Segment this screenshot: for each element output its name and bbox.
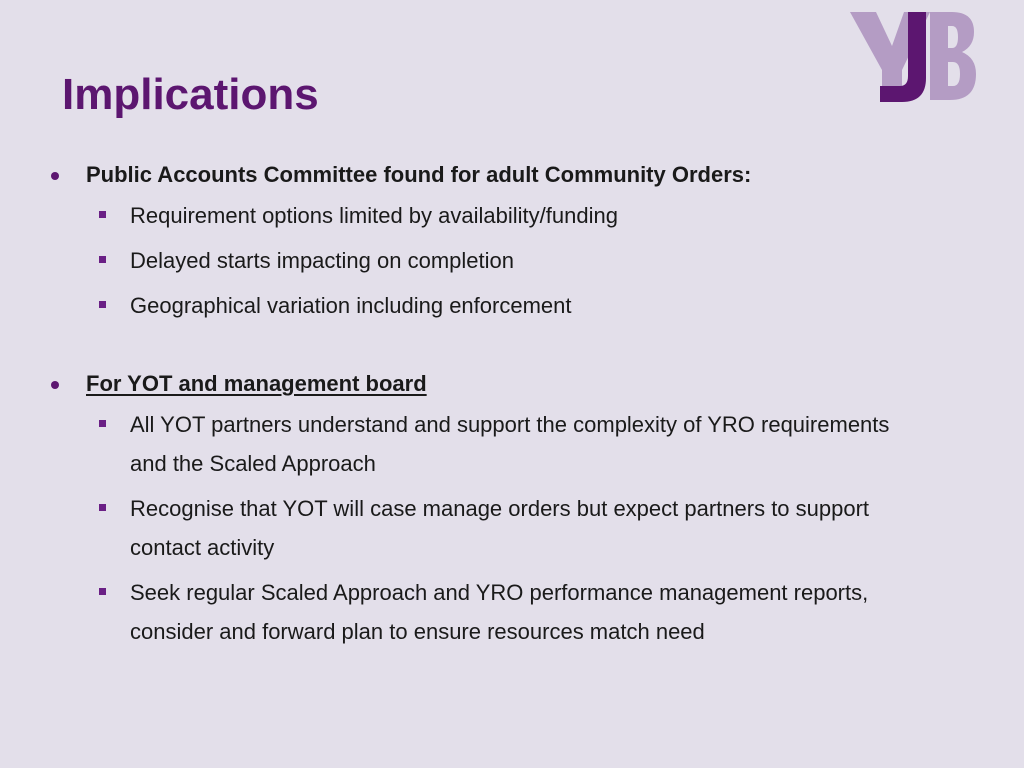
- bullet-square-icon: [99, 588, 106, 595]
- sub-bullet-list: [0, 405, 1024, 651]
- section-public-accounts: [0, 160, 1024, 325]
- bullet-dot-icon: [51, 172, 59, 180]
- sub-bullet-text: Requirement options limited by availability/funding: [130, 203, 618, 228]
- sub-bullet: [0, 573, 1024, 651]
- slide-content: [0, 160, 1024, 651]
- sub-bullet: [0, 241, 1024, 280]
- sub-bullet: [0, 286, 1024, 325]
- bullet-square-icon: [99, 256, 106, 263]
- bullet-square-icon: [99, 301, 106, 308]
- sub-bullet-text: Seek regular Scaled Approach and YRO performance management reports, consider and forward plan to ensure resources match need: [130, 580, 869, 644]
- section-yot-board: [0, 369, 1024, 651]
- bullet-heading: [0, 160, 1024, 190]
- sub-bullet: [0, 196, 1024, 235]
- sub-bullet: [0, 405, 1024, 483]
- sub-bullet-text: Recognise that YOT will case manage orders but expect partners to support contact activity: [130, 496, 870, 560]
- sub-bullet: [0, 489, 1024, 567]
- sub-bullet-text: Delayed starts impacting on completion: [130, 248, 514, 273]
- yjb-logo: [846, 10, 978, 104]
- slide-title: Implications: [62, 70, 319, 119]
- sub-bullet-text: All YOT partners understand and support the complexity of YRO requirements and the Scaled Approach: [130, 412, 890, 476]
- bullet-square-icon: [99, 211, 106, 218]
- logo-letter-b: [930, 12, 976, 100]
- sub-bullet-list: [0, 196, 1024, 325]
- sub-bullet-text: Geographical variation including enforcement: [130, 293, 572, 318]
- bullet-heading-text: For YOT and management board: [86, 371, 427, 396]
- bullet-square-icon: [99, 420, 106, 427]
- bullet-dot-icon: [51, 381, 59, 389]
- bullet-square-icon: [99, 504, 106, 511]
- bullet-heading: [0, 369, 1024, 399]
- bullet-heading-text: Public Accounts Committee found for adult Community Orders:: [86, 162, 752, 187]
